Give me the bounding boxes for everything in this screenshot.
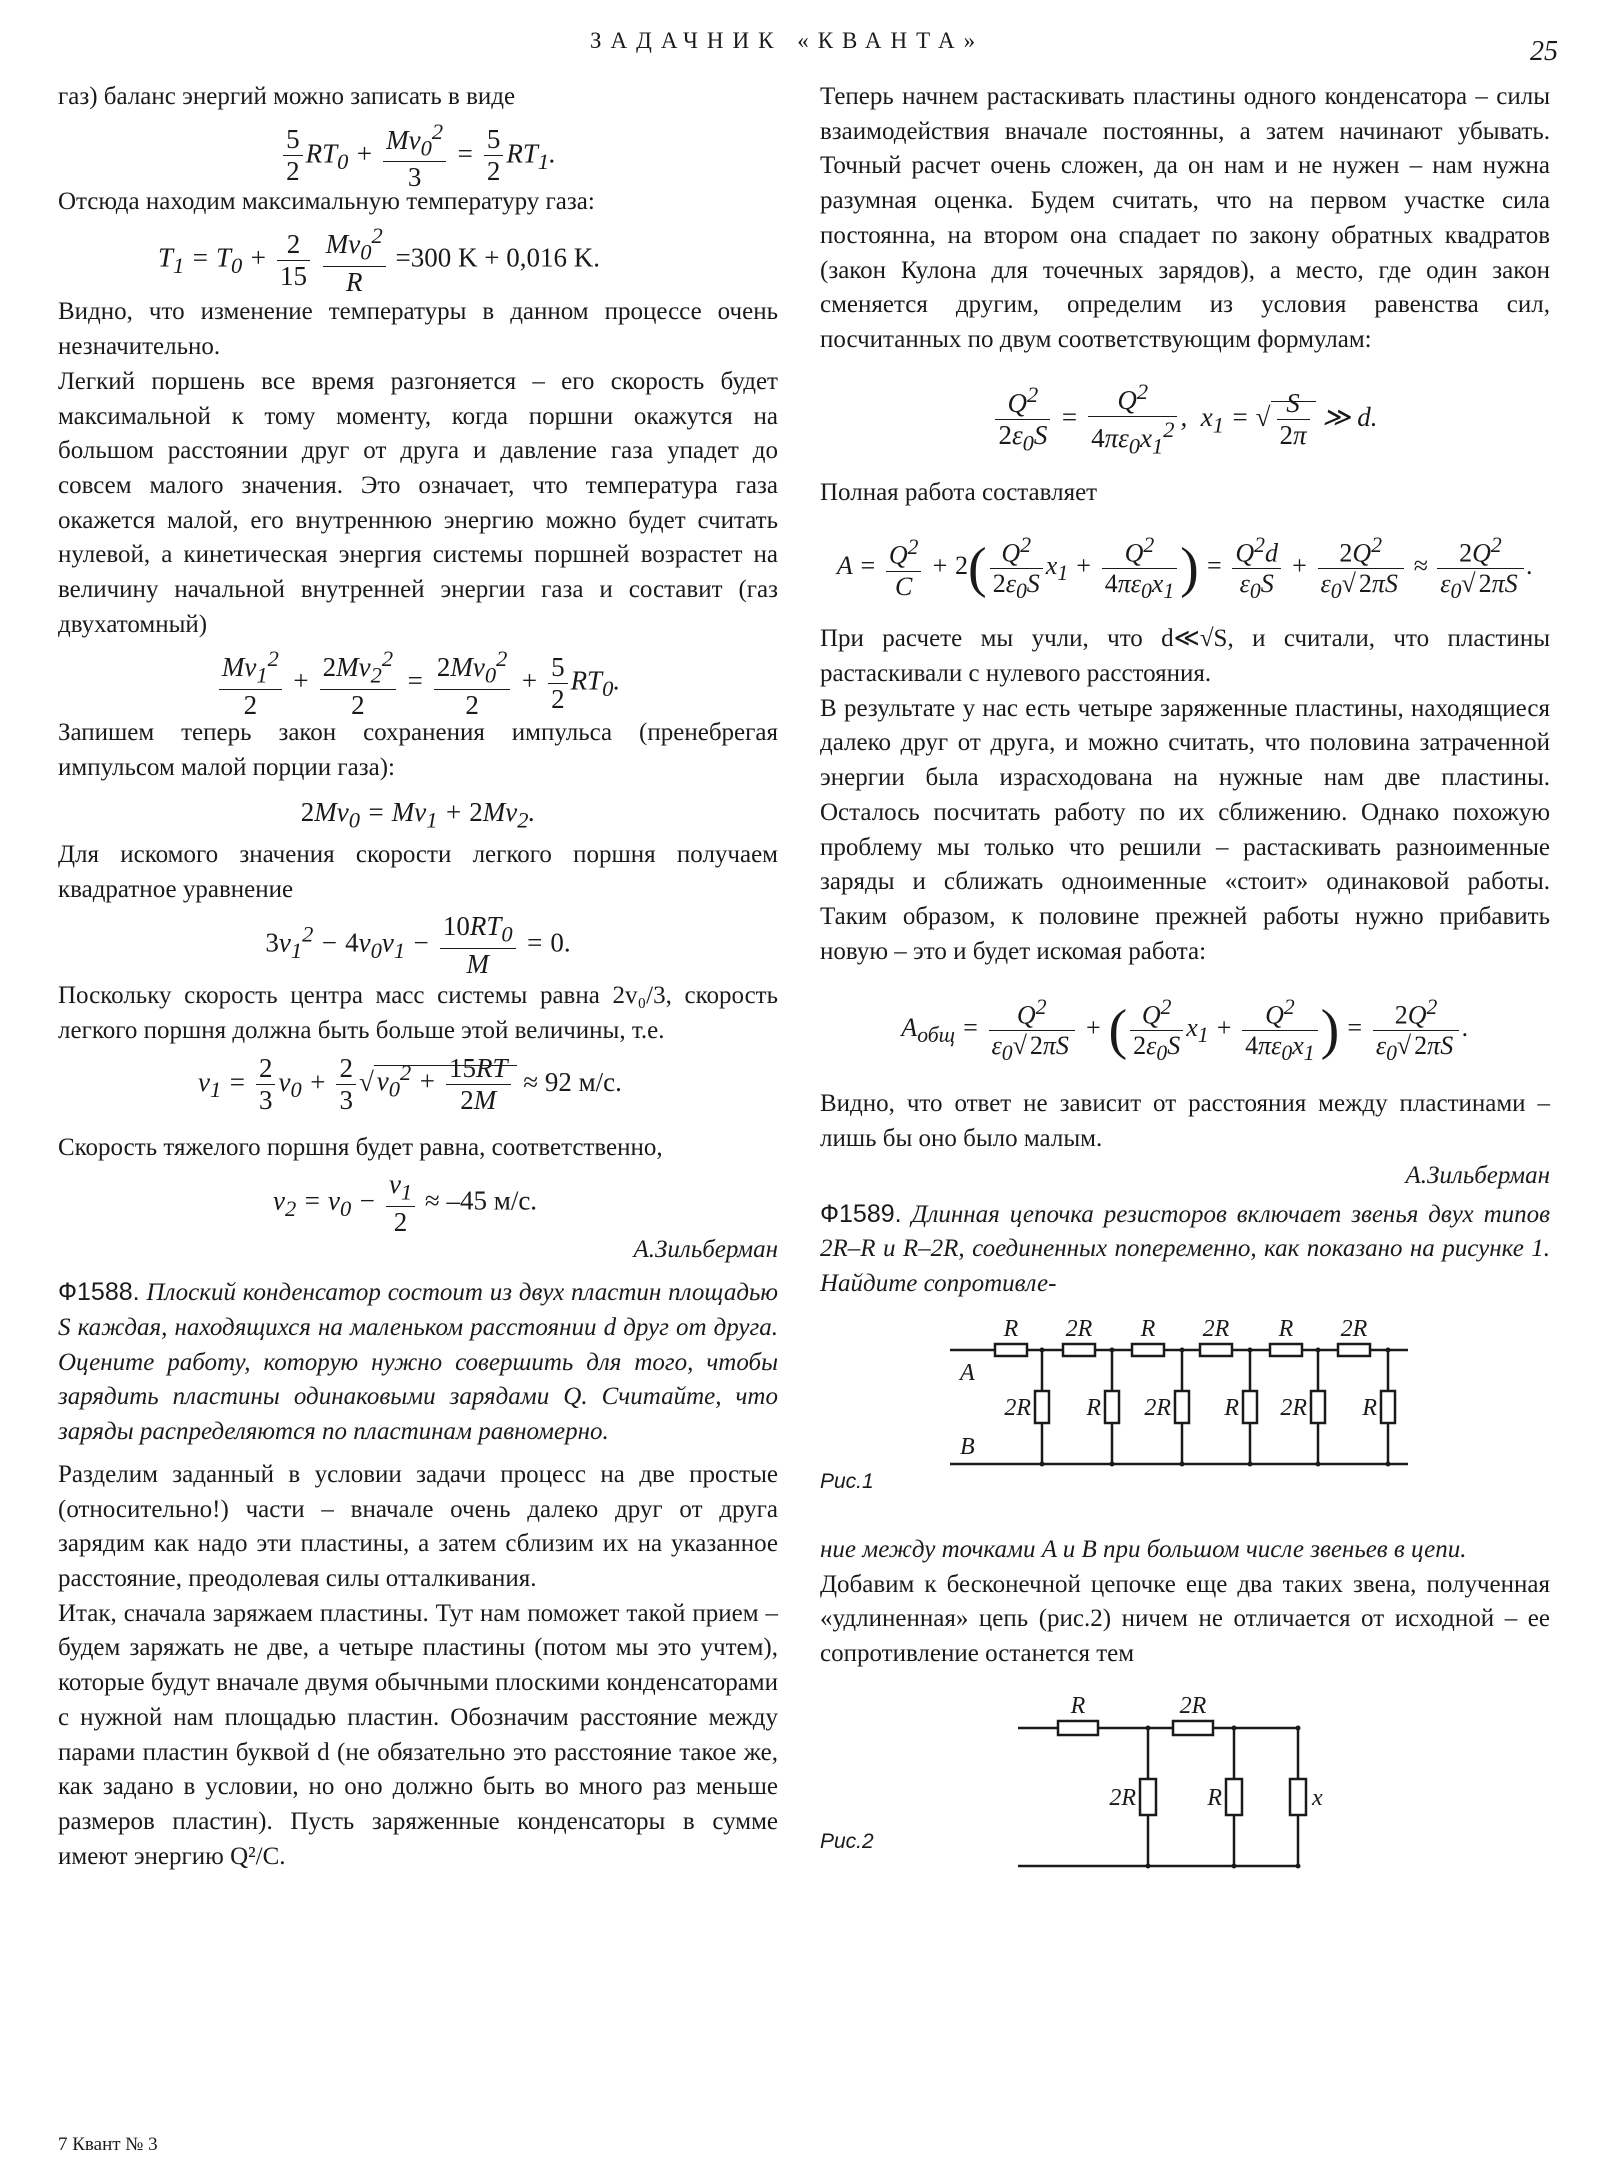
problem-1589-statement-a: Длинная цепочка резисторов включает звенья двух типов 2R–R и R–2R, соединенных попеременно, как показано на рисунке 1. Найдите сопротивле- — [820, 1200, 1551, 1298]
equation-total-work: A = $\frac{Q^2}{C}$ + 2( $\frac{Q^2}{2\varepsilon_0S}$ $x_1$ + $\frac{Q^2}{4\pi\varepsilon_0x_1}$ ) = $\frac{Q^2d}{\varepsilon_0S}$ + $\frac{2Q^2}{\varepsilon_0√ 2\pi S}$ ≈ $\frac{2Q^2}{\varepsilon_0√ 2\pi S}$ . — [836, 532, 1534, 604]
page-footer: 7 Квант № 3 — [58, 2134, 158, 2155]
equation-max-temperature: $T_1 = T_0$ + $\frac{2}{15}$ $\frac{Mv_0^2}{R}$ =300 K + 0,016 K. — [158, 223, 600, 297]
journal-header: ЗАДАЧНИК «КВАНТА» — [590, 28, 985, 53]
figure-1-series-resistor-5-label: R — [1278, 1315, 1294, 1342]
equation-v1: $v_1$ = $\frac{2}{3}$ $v_0$ + $\frac{2}{3}$ √ $v_0^2$ + $\frac{15RT}{2M}$ ≈ 92 м/с. — [198, 1052, 622, 1115]
left-paragraph-2: Отсюда находим максимальную температуру газа: — [58, 187, 595, 215]
problem-1588 — [58, 1275, 778, 1450]
left-paragraph-3: Видно, что изменение температуры в данном процессе очень незначительно. — [58, 298, 778, 361]
figure-1-shunt-resistor-2 — [1105, 1391, 1119, 1423]
figure-1-shunt-resistor-6 — [1381, 1391, 1395, 1423]
left-paragraph-10: Итак, сначала заряжаем пластины. Тут нам поможет такой прием – будем заряжать не две, а четыре пластины (потом мы это учтем), которые будут вначале двумя обычными плоскими конденсаторами с нужной нам площадью пластин. Обозначим расстояние между парами пластин буквой d (не обязательно это расстояние такое же, как задано в условии, но оно должно быть во много раз меньше размеров пластин). Пусть заряженные конденсаторы в сумме имеют энергию Q²/C. — [58, 1599, 778, 1870]
figure-1-caption: Рис.1 — [820, 1469, 874, 1493]
figure-2-series-resistor-2-label: 2R — [1179, 1692, 1207, 1719]
figure-1-shunt-resistor-3-label: 2R — [1144, 1394, 1171, 1421]
figure-1-series-resistor-3 — [1132, 1344, 1164, 1356]
figure-1-series-resistor-1 — [995, 1344, 1027, 1356]
problem-1589 — [820, 1197, 1550, 1302]
right-paragraph-6: Добавим к бесконечной цепочке еще два таких звена, полученная «удлиненная» цепь (рис.2) ничем не отличается от исходной – ее сопротивление останется тем — [820, 1570, 1550, 1667]
signature-right: А.Зильберман — [1405, 1161, 1550, 1189]
left-paragraph-4: Легкий поршень все время разгоняется – его скорость будет максимальной к тому моменту, когда поршни окажутся на большом расстоянии друг от друга и давление газа упадет до совсем малого значения. Это означает, что температура газа окажется малой, его внутреннюю энергию можно будет считать нулевой, а кинетическая энергия системы поршней возрастет на величину начальной внутренней энергии газа и составит (газ двухатомный) — [58, 367, 778, 638]
problem-1588-id: Ф1588. — [58, 1278, 140, 1307]
right-paragraph-5: Видно, что ответ не зависит от расстояния между пластинами – лишь бы оно было малым. — [820, 1090, 1550, 1153]
figure-1-node-b: B — [960, 1433, 975, 1460]
figure-1-series-resistor-1-label: R — [1003, 1315, 1019, 1342]
figure-2-shunt-resistors — [1109, 1725, 1323, 1868]
left-paragraph-1: газ) баланс энергий можно записать в виде — [58, 83, 516, 110]
temperature-value: =300 K + 0,016 K. — [395, 242, 600, 273]
equation-kinetic-energy: $\frac{Mv_1^2}{2}$ + $\frac{2Mv_2^2}{2}$ = $\frac{2Mv_0^2}{2}$ + $\frac{5}{2}$ $RT_0$. — [58, 646, 778, 712]
figure-2-shunt-resistor-1 — [1140, 1779, 1156, 1815]
figure-2-series-resistor-1 — [1058, 1721, 1098, 1735]
left-column — [58, 80, 778, 1874]
figure-2-shunt-resistor-2-label: R — [1207, 1784, 1222, 1811]
equation-total-work-combined: $A_{общ}$ = $\frac{Q^2}{\varepsilon_0√ 2\pi S}$ + ( $\frac{Q^2}{2\varepsilon_0S}$ $x_1$ + $\frac{Q^2}{4\pi\varepsilon_0x_1}$ ) = $\frac{2Q^2}{\varepsilon_0√ 2\pi S}$ . — [901, 994, 1469, 1066]
v1-value: ≈ 92 м/с. — [523, 1066, 622, 1097]
figure-1-shunt-resistor-2-label: R — [1086, 1394, 1101, 1421]
signature-left: А.Зильберман — [633, 1236, 778, 1264]
right-paragraph-2: Полная работа составляет — [820, 478, 1098, 506]
figure-2-shunt-resistor-2 — [1226, 1779, 1242, 1815]
figure-1-circuit — [820, 1302, 1550, 1498]
equation-quadratic: $3v_1^2 - 4v_0v_1$ − $\frac{10RT_0}{M}$ = 0. — [265, 911, 571, 979]
problem-1589-statement-b: ние между точками A и B при большом числе звеньев в цепи. — [820, 1535, 1467, 1563]
left-paragraph-7: Поскольку скорость центра масс системы равна 2v₀/3, скорость легкого поршня должна быть больше этой величины, т.е. — [58, 982, 778, 1044]
figure-1-series-resistor-6-label: 2R — [1340, 1315, 1368, 1342]
figure-1-shunt-resistor-4-label: R — [1224, 1394, 1239, 1421]
right-paragraph-1: Теперь начнем растаскивать пластины одного конденсатора – силы взаимодействия вначале постоянны, а затем начинают убывать. Точный расчет очень сложен, да он нам и не нужен – нам нужна разумная оценка. Будем считать, что на первом участке сила постоянна, на втором она спадает по закону обратных квадратов (закон Кулона для точечных зарядов), а место, где один закон сменяется другим, определим из условия равенства сил, посчитанных по двум соответствующим формулам: — [820, 83, 1550, 353]
figure-2-series-resistor-2 — [1173, 1721, 1213, 1735]
problem-1588-statement: Плоский конденсатор состоит из двух пластин площадью S каждая, находящихся на маленьком расстоянии d друг от друга. Оцените работу, которую нужно совершить для того, чтобы зарядить пластины одинаковыми зарядами Q. Считайте, что заряды распределяются по пластинам равномерно. — [58, 1279, 778, 1446]
right-paragraph-4: В результате у нас есть четыре заряженные пластины, находящиеся далеко друг от друга, и можно считать, что половина затраченной энергии была израсходована на нужные нам две пластины. Осталось посчитать работу по их сближению. Однако похожую проблему мы только что решили – растаскивать разноименные заряды и сближать одноименные «стоит» одинаковой работы. Таким образом, к половине прежней работы нужно прибавить новую – это и будет искомая работа: — [820, 694, 1550, 965]
left-paragraph-6: Для искомого значения скорости легкого поршня получаем квадратное уравнение — [58, 840, 778, 903]
figure-2-shunt-resistor-1-label: 2R — [1109, 1784, 1136, 1811]
figure-2-caption: Рис.2 — [820, 1829, 874, 1853]
equation-force-equality: $\frac{Q^2}{2\varepsilon_0S}$ = $\frac{Q^2}{4\pi\varepsilon_0x_1^2}$ , $x_1$ = √ $\frac{S}{2\pi}$ ≫ d. — [820, 362, 1550, 472]
v2-value: ≈ –45 м/с. — [424, 1185, 538, 1216]
figure-1-shunt-resistor-1 — [1035, 1391, 1049, 1423]
figure-2-shunt-resistor-3-label: x — [1312, 1784, 1323, 1811]
right-column — [820, 80, 1550, 1893]
figure-1-shunt-resistor-5-label: 2R — [1280, 1394, 1307, 1421]
right-paragraph-3: При расчете мы учли, что d≪√S, и считали, что пластины растаскивали с нулевого расстояния. — [820, 625, 1550, 688]
left-paragraph-9: Разделим заданный в условии задачи процесс на две простые (относительно!) части – вначале очень далеко друг от друга зарядим как надо эти пластины, а затем сблизим их на указанное расстояние, преодолевая силы отталкивания. — [58, 1460, 778, 1592]
equation-energy-balance: $\frac{5}{2}$ $RT_0$ + $\frac{Mv_0^2}{3}$ = $\frac{5}{2}$ $RT_1$. — [58, 119, 778, 181]
figure-1-series-resistor-5 — [1270, 1344, 1302, 1356]
figure-1-series-resistor-2-label: 2R — [1065, 1315, 1093, 1342]
figure-1-series-resistor-2 — [1063, 1344, 1095, 1356]
figure-1-series-resistor-6 — [1338, 1344, 1370, 1356]
figure-1-shunt-resistor-3 — [1175, 1391, 1189, 1423]
figure-1-shunt-resistor-5 — [1311, 1391, 1325, 1423]
figure-1-shunt-resistor-6-label: R — [1362, 1394, 1377, 1421]
figure-1-shunt-resistors — [1004, 1347, 1395, 1466]
left-paragraph-8: Скорость тяжелого поршня будет равна, соответственно, — [58, 1133, 663, 1161]
equation-v2: $v_2 = v_0$ − $\frac{v_1}{2}$ ≈ –45 м/с. — [273, 1169, 538, 1237]
figure-1-shunt-resistor-4 — [1243, 1391, 1257, 1423]
figure-1-shunt-resistor-1-label: 2R — [1004, 1394, 1031, 1421]
equation-momentum: $2Mv_0 = Mv_1 + 2Mv_2$. — [300, 796, 536, 833]
figure-2-shunt-resistor-3 — [1290, 1779, 1306, 1815]
page-number: 25 — [1530, 36, 1558, 67]
left-paragraph-5: Запишем теперь закон сохранения импульса (пренебрегая импульсом малой порции газа): — [58, 719, 778, 782]
problem-1589-id: Ф1589. — [820, 1199, 902, 1228]
figure-2-circuit — [820, 1688, 1550, 1888]
figure-1-series-resistor-4 — [1200, 1344, 1232, 1356]
figure-2-series-resistor-1-label: R — [1070, 1692, 1086, 1719]
figure-1-node-a: A — [960, 1359, 975, 1386]
figure-1-series-resistor-4-label: 2R — [1202, 1315, 1230, 1342]
figure-1-series-resistor-3-label: R — [1140, 1315, 1156, 1342]
